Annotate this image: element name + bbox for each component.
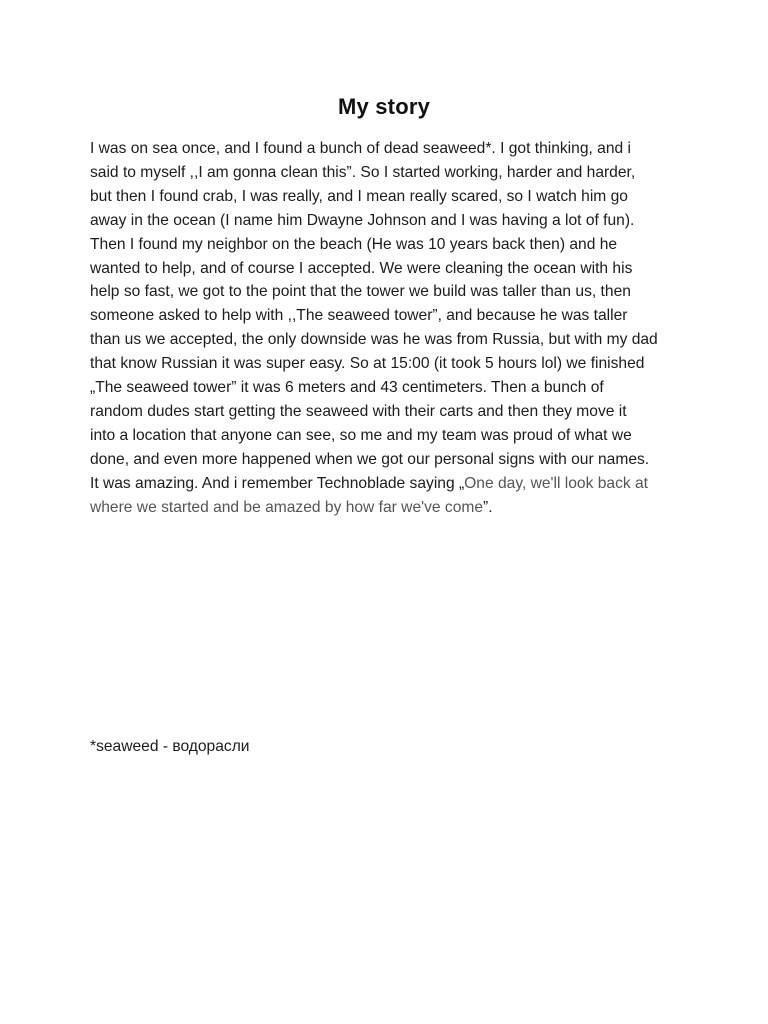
paragraph-line: random dudes start getting the seaweed with their carts and then they move it [90, 402, 627, 420]
line-text: It was amazing. And i remember Technoblade saying „ [90, 474, 465, 492]
paragraph-line: into a location that anyone can see, so me and my team was proud of what we [90, 426, 632, 444]
paragraph-line: someone asked to help with ,,The seaweed tower”, and because he was taller [90, 307, 628, 325]
paragraph-line: than us we accepted, the only downside was he was from Russia, but with my dad [90, 331, 658, 349]
paragraph-line: „The seaweed tower” it was 6 meters and 43 centimeters. Then a bunch of [90, 379, 604, 397]
paragraph-line [90, 472, 682, 496]
paragraph-line: Then I found my neighbor on the beach (He was 10 years back then) and he [90, 235, 618, 253]
page-title: My story [337, 94, 431, 119]
paragraph-line: done, and even more happened when we got our personal signs with our names. [90, 450, 650, 468]
paragraph-line: help so fast, we got to the point that the tower we build was taller than us, then [90, 283, 631, 301]
line-text: ”. [483, 498, 493, 516]
quote-text: where we started and be amazed by how far we've come [90, 498, 484, 516]
paragraph-line [90, 496, 682, 520]
paragraph-line: that know Russian it was super easy. So at 15:00 (it took 5 hours lol) we finished [90, 355, 645, 373]
story-paragraph [90, 137, 682, 520]
paragraph-line: I was on sea once, and I found a bunch of dead seaweed*. I got thinking, and i [90, 140, 631, 157]
paragraph-line: but then I found crab, I was really, and I mean really scared, so I watch him go [90, 187, 628, 205]
quote-text: One day, we'll look back at [464, 474, 649, 492]
paragraph-line: away in the ocean (I name him Dwayne Johnson and I was having a lot of fun). [90, 211, 635, 229]
paragraph-line: said to myself ,,I am gonna clean this”. So I started working, harder and harder, [90, 163, 636, 181]
footnote: *seaweed - водорасли [90, 738, 250, 755]
paragraph-line: wanted to help, and of course I accepted. We were cleaning the ocean with his [90, 259, 633, 277]
